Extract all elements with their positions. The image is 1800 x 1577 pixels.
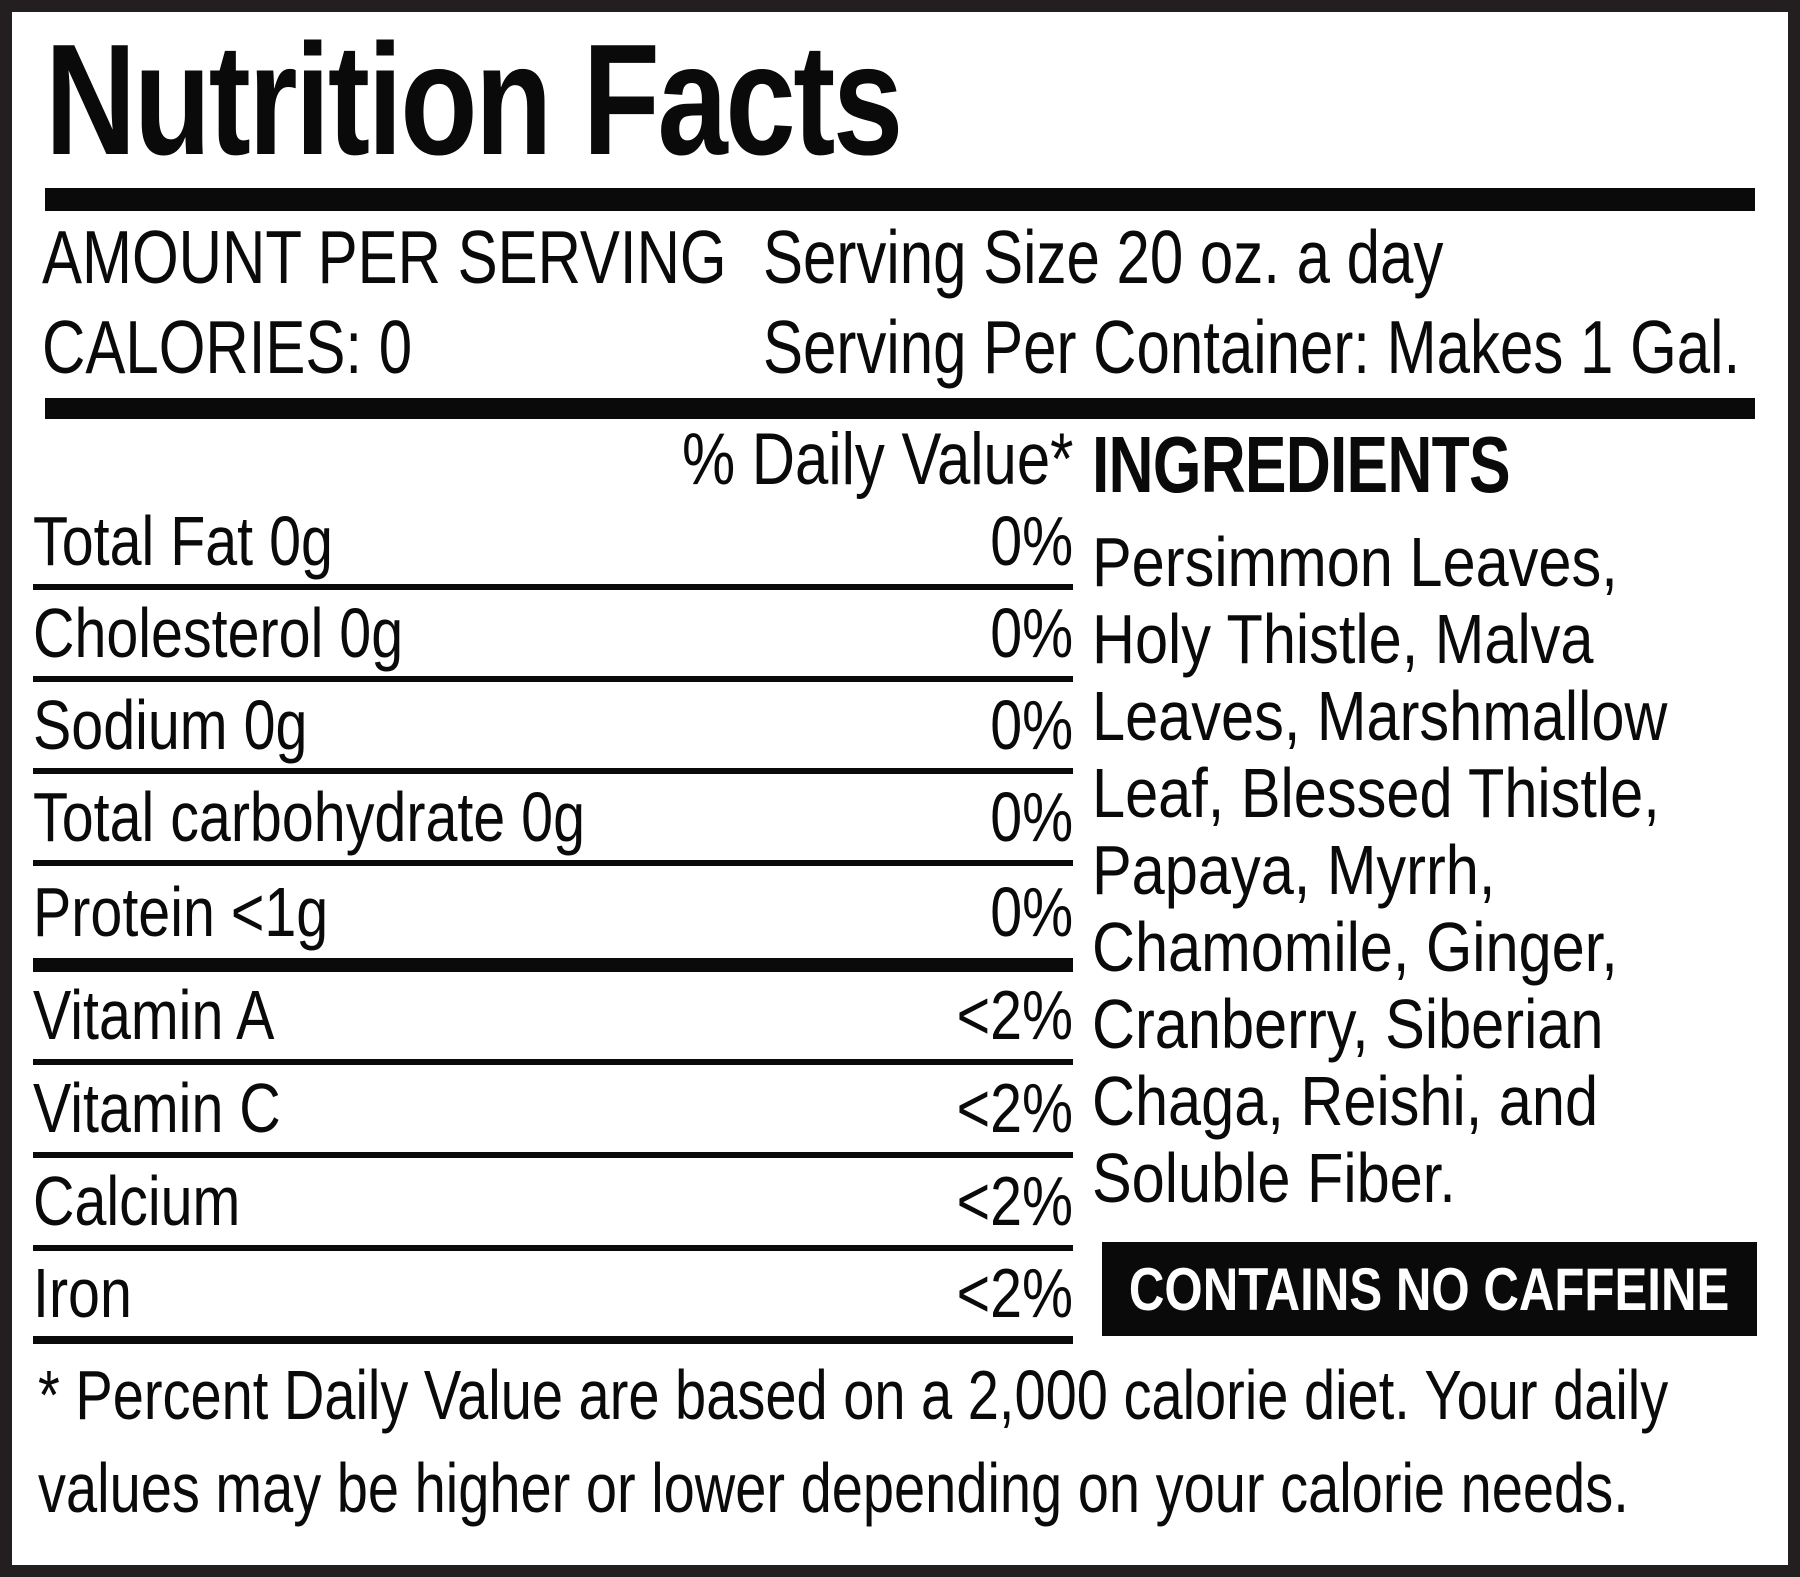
nutrient-name: Total carbohydrate 0g [33, 778, 586, 856]
vitamin-value: <2% [956, 1254, 1073, 1332]
vitamin-value: <2% [956, 1069, 1073, 1147]
daily-value-footnote [38, 1349, 1778, 1535]
ingredients-heading: INGREDIENTS [1092, 420, 1510, 509]
vitamin-value: <2% [956, 1162, 1073, 1240]
table-row-vitamin-a [33, 972, 1073, 1065]
table-row-total-fat [33, 498, 1073, 590]
servings-per-container [763, 307, 1800, 387]
amount-per-serving-text: AMOUNT PER SERVING [42, 215, 727, 299]
protein-section-divider [33, 958, 1073, 972]
nutrition-facts-column [33, 419, 1073, 1344]
table-row-sodium [33, 682, 1073, 774]
ingredients-line: Leaf, Blessed Thistle, [1092, 754, 1660, 832]
ingredients-column [1092, 422, 1757, 1217]
footnote-line: values may be higher or lower depending on your calorie needs. [38, 1449, 1629, 1527]
vitamin-value: <2% [956, 976, 1073, 1054]
ingredients-line: Papaya, Myrrh, [1092, 831, 1496, 909]
vitamin-name: Calcium [33, 1162, 241, 1240]
ingredients-line: Chaga, Reishi, and [1092, 1062, 1599, 1140]
nutrient-value: 0% [990, 686, 1073, 764]
table-row-total-carbohydrate [33, 774, 1073, 866]
title-divider-rule [45, 188, 1755, 211]
calories-text: CALORIES: 0 [42, 305, 413, 389]
ingredients-line: Cranberry, Siberian [1092, 985, 1604, 1063]
nutrient-value: 0% [990, 873, 1073, 951]
vitamin-name: Vitamin C [33, 1069, 281, 1147]
table-row-cholesterol [33, 590, 1073, 682]
serving-size-text: Serving Size 20 oz. a day [763, 215, 1444, 299]
calories-heading [42, 307, 505, 387]
nutrient-value: 0% [990, 594, 1073, 672]
daily-value-header [33, 419, 1073, 500]
nutrient-name: Total Fat 0g [33, 502, 333, 580]
ingredients-line: Persimmon Leaves, [1092, 523, 1618, 601]
table-row-iron [33, 1251, 1073, 1344]
serving-size [763, 217, 1614, 297]
table-row-vitamin-c [33, 1065, 1073, 1158]
nutrient-name: Protein <1g [33, 873, 329, 951]
ingredients-line: Holy Thistle, Malva [1092, 600, 1594, 678]
ingredients-line: Leaves, Marshmallow [1092, 677, 1668, 755]
footnote-line: * Percent Daily Value are based on a 2,000 calorie diet. Your daily [38, 1356, 1669, 1434]
table-row-protein [33, 866, 1073, 958]
nutrient-name: Cholesterol 0g [33, 594, 404, 672]
page-title: Nutrition Facts [45, 12, 901, 188]
servings-per-container-text: Serving Per Container: Makes 1 Gal. [763, 305, 1741, 389]
table-row-calcium [33, 1158, 1073, 1251]
no-caffeine-badge [1102, 1242, 1757, 1336]
daily-value-header-text: % Daily Value* [681, 419, 1073, 500]
nutrient-value: 0% [990, 778, 1073, 856]
serving-info-divider-rule [45, 398, 1755, 419]
nutrient-name: Sodium 0g [33, 686, 308, 764]
ingredients-line: Chamomile, Ginger, [1092, 908, 1618, 986]
nutrient-value: 0% [990, 502, 1073, 580]
no-caffeine-badge-text: CONTAINS NO CAFFEINE [1129, 1255, 1730, 1323]
ingredients-line: Soluble Fiber. [1092, 1139, 1456, 1217]
vitamin-name: Vitamin A [33, 976, 275, 1054]
ingredients-text [1092, 524, 1757, 1217]
vitamin-name: Iron [33, 1254, 132, 1332]
